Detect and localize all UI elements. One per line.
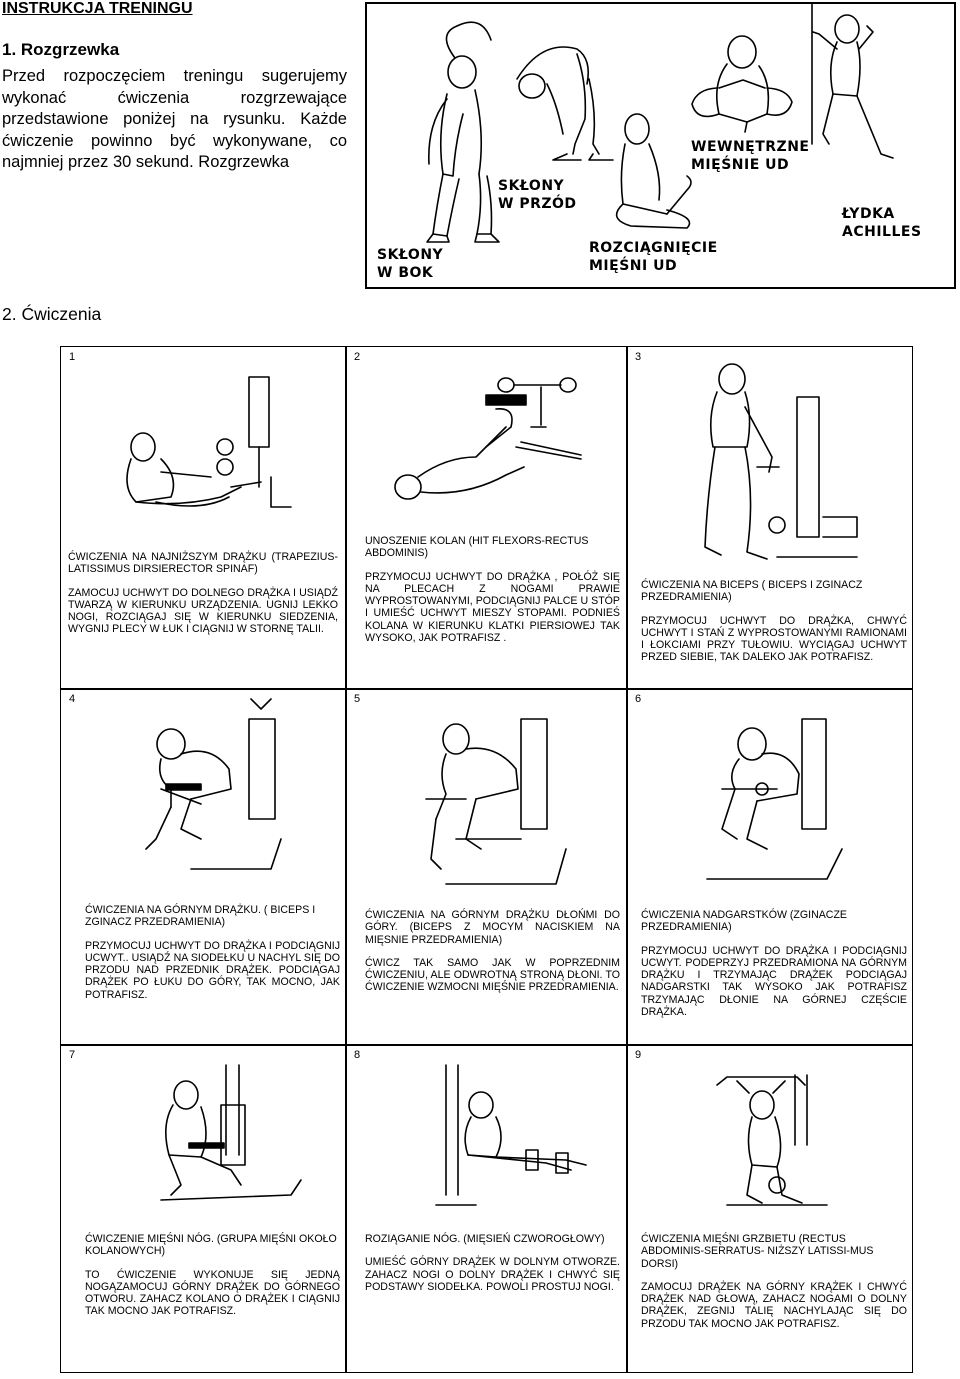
calf-stretch-figure: [812, 4, 893, 158]
exercise-cell-9: [627, 1045, 912, 1372]
exercise-title: UNOSZENIE KOLAN (HIT FLEXORS-RECTUS ABDOMINIS): [365, 535, 589, 560]
exercise-title: ĆWICZENIA NA BICEPS ( BICEPS I ZGINACZ PRZEDRAMIENIA): [641, 579, 863, 604]
exercise-instructions: PRZYMOCUJ UCHWYT DO DRĄŻKA, CHWYĆ UCHWYT I STAŃ Z WYPROSTOWANYMI RAMIONAMI I ŁOKCIAMI PRZY TUŁOWIU. WYCIĄGAJ UCHWYT PRZED SIEBIE, TAK DALEKO JAK POTRAFISZ.: [641, 614, 907, 664]
exercise-instructions: PRZYMOCUJ UCHWYT DO DRĄŻKA I PODCIĄGNIJ UCWYT.. USIĄDŹ NA SIODEŁKU U NACHYL SIĘ DO PRZODU NAD PRZEDNIK DRĄŻEK. PODCIĄGAJ DRĄŻEK PO ŁUKU DO GÓRY, TAK MOCNO, JAK POTRAFISZ.: [85, 939, 340, 1001]
exercise-instructions: TO ĆWICZENIE WYKONUJE SIĘ JEDNĄ NOGĄZAMOCUJ GÓRNY DRĄŻEK DO GÓRNEGO OTWORU. ZAHACZ KOLANO O DRĄŻEK I CIĄGNIJ TAK MOCNO JAK POTRAFISZ.: [85, 1268, 340, 1318]
exercise-illustration: [346, 1045, 626, 1215]
exercise-cell-4: [61, 689, 345, 1044]
exercise-description: [85, 1233, 340, 1329]
exercise-title: ĆWICZENIE MIĘŚNI NÓG. (GRUPA MIĘŚNI OKOŁO KOLANOWYCH): [85, 1233, 337, 1258]
exercise-instructions: PRZYMOCUJ UCHWYT DO DRĄŻKA I PODCIĄGNIJ UCWYT. PODEPRZYJ PRZEDRAMIONA NA GÓRNYM DRĄŻKU I TRZYMAJĄC DRĄŻEK PODCIĄGAJ NADGARSTKI TAK WYSOKO JAK POTRAFISZ TRZYMAJĄC DŁONIE NA GÓRNEJ CZĘŚCIE DRĄŻKA.: [641, 944, 907, 1019]
exercise-instructions: PRZYMOCUJ UCHWYT DO DRĄŻKA , POŁÓŻ SIĘ NA PLECACH Z NOGAMI PRAWIE WYPROSTOWANYMI, PODCIĄGNIJ PALCE U STÓP I UMIEŚĆ UCHWYT MIESZY STOPAMI. PODNIEŚ KOLANA W KIERUNKU KLATKI PIERSIOWEJ TAK WYSOKO, JAK POTRAFISZ .: [365, 570, 620, 645]
section-warmup-heading: 1. Rozgrzewka: [2, 40, 120, 59]
exercise-number: 8: [354, 1049, 361, 1061]
exercise-number: 7: [69, 1049, 76, 1061]
exercise-instructions: UMIEŚĆ GÓRNY DRĄŻEK W DOLNYM OTWORZE. ZAHACZ NOGI O DOLNY DRĄŻEK I CHWYĆ SIĘ PODSTAWY SIODEŁKA. POWOLI PROSTUJ NOGI.: [365, 1256, 620, 1293]
exercise-cell-5: [346, 689, 626, 1044]
label-calf-achilles: ŁYDKA ACHILLES: [842, 206, 922, 240]
exercise-description: [641, 579, 907, 675]
exercise-cell-8: [346, 1045, 626, 1372]
label-inner-thigh: WEWNĘTRZNE MIĘŚNIE UD: [691, 139, 810, 173]
exercise-cell-6: [627, 689, 912, 1044]
exercise-cell-1: [61, 347, 345, 688]
exercise-number: 4: [69, 693, 76, 705]
exercise-cell-3: [627, 347, 912, 688]
exercise-title: ĆWICZENIA NA NAJNIŻSZYM DRĄŻKU (TRAPEZIUS-LATISSIMUS DIRSIERECTOR SPINAF): [68, 551, 338, 576]
side-bend-figure: [427, 22, 499, 242]
exercise-illustration: [627, 1045, 912, 1215]
exercise-description: [365, 909, 620, 1005]
exercise-illustration: [61, 689, 345, 889]
exercise-title: ĆWICZENIA NA GÓRNYM DRĄŻKU. ( BICEPS I ZGINACZ PRZEDRAMIENIA): [85, 904, 316, 929]
exercise-illustration: [61, 347, 345, 547]
thigh-stretch-figure: [617, 114, 691, 228]
warmup-illustration: [365, 2, 956, 289]
label-forward-bends: SKŁONY W PRZÓD: [498, 178, 577, 212]
exercise-illustration: [346, 689, 626, 899]
document-title: INSTRUKCJA TRENINGU: [2, 0, 193, 17]
exercise-title: ĆWICZENIA MIĘŚNI GRZBIETU (RECTUS ABDOMINIS-SERRATUS- NIŻSZY LATISSI-MUS DORSI): [641, 1233, 874, 1270]
label-thigh-stretch: ROZCIĄGNIĘCIE MIĘŚNI UD: [589, 240, 718, 274]
exercise-number: 5: [354, 693, 361, 705]
exercise-description: [68, 551, 338, 647]
section-exercises-heading: 2. Ćwiczenia: [2, 304, 102, 324]
exercise-description: [641, 909, 907, 1029]
exercise-instructions: ĆWICZ TAK SAMO JAK W POPRZEDNIM ĆWICZENIU, ALE ODWROTNĄ STRONĄ DŁONI. TO ĆWICZENIE WZMOCNI MIĘŚNIE PRZEDRAMIENIA.: [365, 956, 620, 994]
exercise-cell-2: [346, 347, 626, 688]
exercise-number: 6: [635, 693, 642, 705]
exercise-title: ROZIĄGANIE NÓG. (MIĘSIEŃ CZWOROGŁOWY): [365, 1233, 605, 1245]
exercise-description: [641, 1233, 907, 1341]
exercise-illustration: [627, 347, 912, 577]
inner-thigh-figure: [692, 36, 792, 132]
exercise-cell-7: [61, 1045, 345, 1372]
exercise-number: 3: [635, 351, 642, 363]
section-warmup-text: Przed rozpoczęciem treningu sugerujemy wykonać ćwiczenia rozgrzewające przedstawione poniżej na rysunku. Każde ćwiczenie powinno być wykonywane, co najmniej przez 30 sekund. Rozgrzewka: [2, 67, 347, 171]
exercise-instructions: ZAMOCUJ UCHWYT DO DOLNEGO DRĄŻKA I USIĄDŹ TWARZĄ W KIERUNKU URZĄDZENIA. UGNIJ LEKKO NOGI, ROZCIĄGAJ SIĘ W KIERUNKU SIEDZENIA, WYGNIJ PLECY W ŁUK I CIĄGNIJ W STORNĘ TALII.: [68, 586, 338, 636]
exercise-title: ĆWICZENIA NADGARSTKÓW (ZGINACZE PRZEDRAMIENIA): [641, 909, 847, 934]
exercise-illustration: [627, 689, 912, 899]
exercise-illustration: [346, 347, 626, 537]
exercise-grid: [60, 346, 913, 1373]
exercise-description: [85, 904, 340, 1012]
exercise-description: [365, 1233, 620, 1304]
exercise-number: 1: [69, 351, 76, 363]
exercise-number: 2: [354, 351, 361, 363]
label-side-bends: SKŁONY W BOK: [377, 247, 444, 281]
exercise-description: [365, 535, 620, 655]
exercise-instructions: ZAMOCUJ DRĄŻEK NA GÓRNY KRĄŻEK I CHWYĆ DRĄŻEK NAD GŁOWĄ, ZAHACZ NOGAMI O DOLNY DRĄŻEK, ZEGNIJ TALIĘ NACHYLAJĄC SIĘ DO PRZODU TAK MOCNO JAK POTRAFISZ.: [641, 1280, 907, 1330]
exercise-illustration: [61, 1045, 345, 1215]
forward-bend-figure: [517, 47, 613, 160]
exercise-number: 9: [635, 1049, 642, 1061]
exercise-title: ĆWICZENIA NA GÓRNYM DRĄŻKU DŁOŃMI DO GÓRY. (BICEPS Z MOCYM NACISKIEM NA MIĘSNIE PRZEDRAMIENIA): [365, 909, 620, 946]
